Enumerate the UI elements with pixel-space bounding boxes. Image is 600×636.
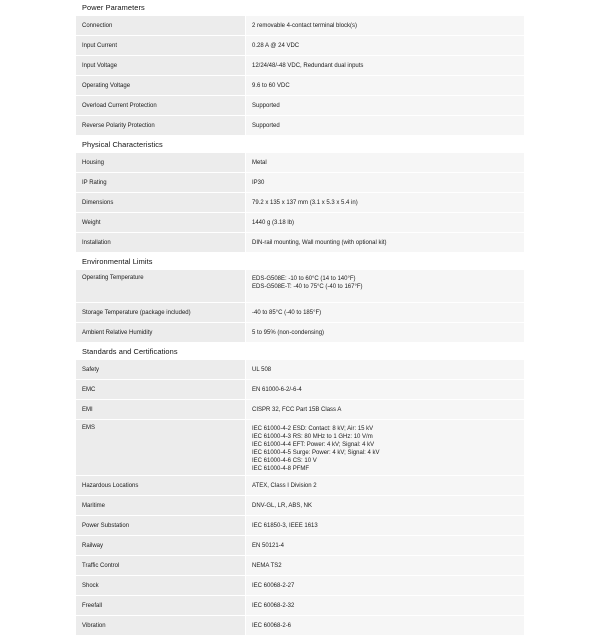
spec-value-lines <box>252 366 271 374</box>
spec-value-lines <box>252 542 284 550</box>
spec-value-line: 5 to 95% (non-condensing) <box>252 329 325 336</box>
spec-value <box>246 400 524 419</box>
spec-value-lines <box>252 309 321 317</box>
spec-value-line: Supported <box>252 122 280 129</box>
spec-row-ambient-relative-humidity <box>76 323 524 343</box>
spec-value-line: 0.28 A @ 24 VDC <box>252 42 300 49</box>
spec-row-maritime <box>76 496 524 516</box>
spec-value-line: IEC 61000-4-2 ESD: Contact: 8 kV; Air: 15 kV <box>252 426 374 432</box>
spec-value <box>246 233 524 252</box>
spec-value-line: UL 508 <box>252 366 272 373</box>
spec-row-emi <box>76 400 524 420</box>
spec-value <box>246 360 524 379</box>
spec-value-line: EDS-G508E-T: -40 to 75°C (-40 to 167°F) <box>252 284 363 290</box>
spec-value-lines <box>252 239 387 247</box>
spec-label: Dimensions <box>76 193 246 212</box>
spec-value-lines <box>252 406 341 414</box>
spec-label: Operating Voltage <box>76 76 246 95</box>
spec-row-hazardous-locations <box>76 476 524 496</box>
spec-value-line: ATEX, Class I Division 2 <box>252 482 317 489</box>
spec-value-line: 1440 g (3.18 lb) <box>252 219 295 226</box>
spec-value-line: DIN-rail mounting, Wall mounting (with optional kit) <box>252 239 387 246</box>
spec-value-lines <box>252 522 318 530</box>
spec-label: Railway <box>76 536 246 555</box>
spec-value-line: 9.6 to 60 VDC <box>252 82 290 89</box>
spec-value-lines <box>252 219 294 227</box>
spec-value <box>246 173 524 192</box>
spec-label: Power Substation <box>76 516 246 535</box>
spec-value-lines <box>252 602 294 610</box>
spec-value-line: IEC 60068-2-6 <box>252 622 292 629</box>
spec-value-lines <box>252 22 357 30</box>
spec-value-lines <box>252 122 280 130</box>
section-title-power-parameters: Power Parameters <box>76 0 524 16</box>
spec-row-input-voltage <box>76 56 524 76</box>
spec-value <box>246 213 524 232</box>
spec-label: Input Voltage <box>76 56 246 75</box>
spec-value <box>246 303 524 322</box>
spec-value-line: 2 removable 4-contact terminal block(s) <box>252 22 358 29</box>
section-title-physical-characteristics: Physical Characteristics <box>76 136 524 153</box>
spec-row-dimensions <box>76 193 524 213</box>
spec-value-line: IEC 61000-4-4 EFT: Power: 4 kV; Signal: 4 kV <box>252 442 375 448</box>
spec-value-lines <box>252 329 324 337</box>
spec-label: Connection <box>76 16 246 35</box>
spec-value-lines <box>252 582 294 590</box>
spec-label: Shock <box>76 576 246 595</box>
spec-value-lines <box>252 502 312 510</box>
spec-value <box>246 76 524 95</box>
spec-value-line: IEC 60068-2-32 <box>252 602 295 609</box>
spec-label: Reverse Polarity Protection <box>76 116 246 135</box>
section-title-environmental-limits: Environmental Limits <box>76 253 524 270</box>
spec-value <box>246 576 524 595</box>
spec-value <box>246 96 524 115</box>
spec-value <box>246 323 524 342</box>
spec-value-lines <box>252 275 363 291</box>
spec-row-emc <box>76 380 524 400</box>
section-title-standards-and-certifications: Standards and Certifications <box>76 343 524 360</box>
spec-value <box>246 193 524 212</box>
spec-label: Input Current <box>76 36 246 55</box>
spec-value-lines <box>252 62 363 70</box>
spec-value-line: IEC 61000-4-6 CS: 10 V <box>252 458 317 464</box>
spec-value-line: CISPR 32, FCC Part 15B Class A <box>252 406 342 413</box>
spec-label: Housing <box>76 153 246 172</box>
spec-value <box>246 36 524 55</box>
spec-value-lines <box>252 386 302 394</box>
spec-value-lines <box>252 199 358 207</box>
spec-value-lines <box>252 425 380 473</box>
spec-value <box>246 496 524 515</box>
spec-value-line: 12/24/48/-48 VDC, Redundant dual inputs <box>252 62 364 69</box>
spec-label: Weight <box>76 213 246 232</box>
spec-value <box>246 270 524 302</box>
spec-label: Traffic Control <box>76 556 246 575</box>
spec-label: EMC <box>76 380 246 399</box>
spec-label: IP Rating <box>76 173 246 192</box>
spec-value-line: NEMA TS2 <box>252 562 282 569</box>
spec-label: Operating Temperature <box>76 270 246 302</box>
spec-value-line: EDS-G508E: -10 to 60°C (14 to 140°F) <box>252 276 356 282</box>
spec-row-connection <box>76 16 524 36</box>
spec-row-operating-voltage <box>76 76 524 96</box>
spec-value-lines <box>252 102 280 110</box>
spec-label: EMI <box>76 400 246 419</box>
spec-value-lines <box>252 179 264 187</box>
spec-value-line: IEC 61850-3, IEEE 1613 <box>252 522 318 529</box>
spec-value-line: Supported <box>252 102 280 109</box>
spec-row-power-substation <box>76 516 524 536</box>
spec-value <box>246 153 524 172</box>
spec-value <box>246 476 524 495</box>
spec-value-line: EN 61000-6-2/-6-4 <box>252 386 302 393</box>
spec-row-reverse-polarity-protection <box>76 116 524 136</box>
spec-row-weight <box>76 213 524 233</box>
spec-value <box>246 516 524 535</box>
spec-value <box>246 556 524 575</box>
spec-sheet <box>76 0 524 636</box>
spec-value-line: IEC 61000-4-8 PFMF <box>252 466 310 472</box>
spec-label: Ambient Relative Humidity <box>76 323 246 342</box>
spec-value <box>246 420 524 475</box>
spec-value-lines <box>252 482 317 490</box>
spec-value-line: 79.2 x 135 x 137 mm (3.1 x 5.3 x 5.4 in) <box>252 199 358 206</box>
spec-value-lines <box>252 622 291 630</box>
spec-value <box>246 56 524 75</box>
spec-row-overload-current-protection <box>76 96 524 116</box>
spec-row-storage-temperature-package-included <box>76 303 524 323</box>
spec-row-safety <box>76 360 524 380</box>
spec-value-line: IEC 61000-4-3 RS: 80 MHz to 1 GHz: 10 V/m <box>252 434 373 440</box>
spec-value-lines <box>252 562 282 570</box>
spec-label: Installation <box>76 233 246 252</box>
spec-label: Overload Current Protection <box>76 96 246 115</box>
spec-label: Freefall <box>76 596 246 615</box>
spec-label: Maritime <box>76 496 246 515</box>
spec-value-line: DNV-GL, LR, ABS, NK <box>252 502 313 509</box>
spec-row-ip-rating <box>76 173 524 193</box>
spec-value-line: -40 to 85°C (-40 to 185°F) <box>252 309 322 316</box>
spec-label: Vibration <box>76 616 246 635</box>
spec-label: Safety <box>76 360 246 379</box>
spec-value-line: IEC 60068-2-27 <box>252 582 295 589</box>
spec-label: EMS <box>76 420 246 475</box>
spec-row-freefall <box>76 596 524 616</box>
spec-value-line: IEC 61000-4-5 Surge: Power: 4 kV; Signal: 4 kV <box>252 450 380 456</box>
spec-row-ems <box>76 420 524 476</box>
spec-row-input-current <box>76 36 524 56</box>
spec-row-vibration <box>76 616 524 636</box>
spec-value <box>246 16 524 35</box>
spec-value <box>246 616 524 635</box>
spec-row-operating-temperature <box>76 270 524 303</box>
spec-value <box>246 596 524 615</box>
spec-label: Hazardous Locations <box>76 476 246 495</box>
spec-value-line: IP30 <box>252 179 265 186</box>
spec-row-traffic-control <box>76 556 524 576</box>
spec-value <box>246 380 524 399</box>
spec-value-lines <box>252 42 299 50</box>
spec-row-railway <box>76 536 524 556</box>
spec-row-shock <box>76 576 524 596</box>
spec-value <box>246 536 524 555</box>
spec-value-lines <box>252 159 267 167</box>
spec-value-line: EN 50121-4 <box>252 542 285 549</box>
spec-value-line: Metal <box>252 159 267 166</box>
spec-value-lines <box>252 82 290 90</box>
spec-row-housing <box>76 153 524 173</box>
spec-row-installation <box>76 233 524 253</box>
spec-label: Storage Temperature (package included) <box>76 303 246 322</box>
spec-value <box>246 116 524 135</box>
